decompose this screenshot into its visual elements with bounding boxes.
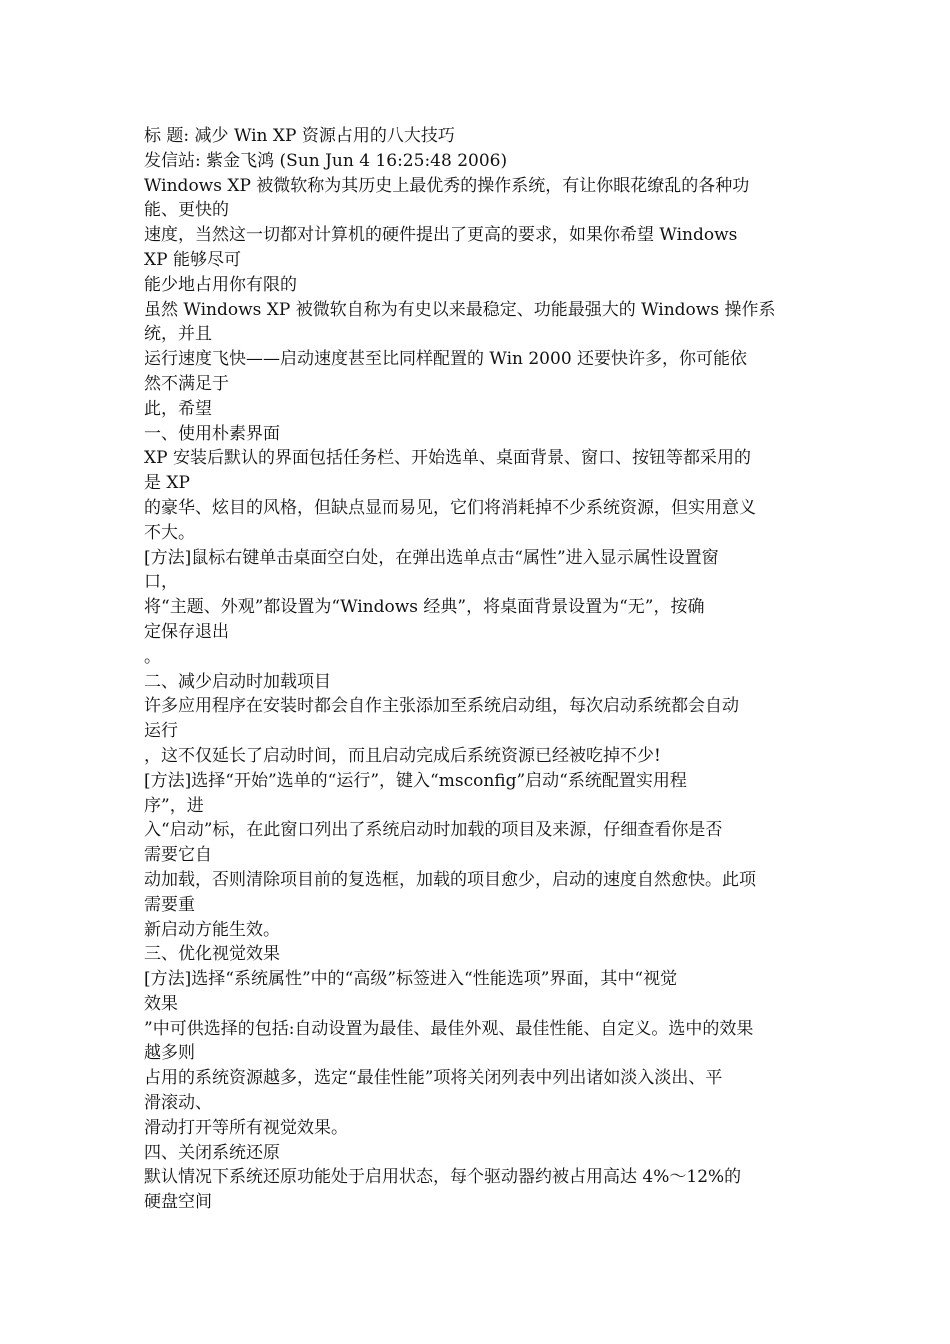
- text-line: 占用的系统资源越多，选定“最佳性能”项将关闭列表中列出诸如淡入淡出、平: [144, 1068, 723, 1089]
- text-line: 动加载，否则清除项目前的复选框，加载的项目愈少，启动的速度自然愈快。此项: [144, 869, 756, 890]
- text-line: 入“启动”标，在此窗口列出了系统启动时加载的项目及来源，仔细查看你是否: [144, 820, 723, 841]
- text-line: 滑滚动、: [144, 1093, 212, 1114]
- text-line: XP 安装后默认的界面包括任务栏、开始选单、桌面背景、窗口、按钮等都采用的: [144, 448, 751, 469]
- text-line: 效果: [144, 993, 178, 1014]
- text-line: 运行速度飞快——启动速度甚至比同样配置的 Win 2000 还要快许多，你可能依: [144, 349, 748, 370]
- section-heading: 四、关闭系统还原: [144, 1142, 280, 1163]
- text-line: XP 能够尽可: [144, 249, 241, 270]
- text-line: 是 XP: [144, 473, 190, 494]
- text-line: 速度，当然这一切都对计算机的硬件提出了更高的要求，如果你希望 Windows: [144, 225, 738, 246]
- title-line: 标 题: 减少 Win XP 资源占用的八大技巧: [144, 126, 455, 146]
- text-line: 许多应用程序在安装时都会自作主张添加至系统启动组，每次启动系统都会自动: [144, 696, 739, 717]
- text-line: 能、更快的: [144, 200, 229, 221]
- text-line: 越多则: [144, 1043, 195, 1064]
- text-line: 序”，进: [144, 795, 204, 816]
- text-line: ”中可供选择的包括:自动设置为最佳、最佳外观、最佳性能、自定义。选中的效果: [144, 1018, 754, 1039]
- text-line: 此，希望: [144, 398, 212, 419]
- section-heading: 一、使用朴素界面: [144, 423, 280, 444]
- text-line: 的豪华、炫目的风格，但缺点显而易见，它们将消耗掉不少系统资源，但实用意义: [144, 497, 756, 518]
- section-heading: 二、减少启动时加载项目: [144, 671, 331, 692]
- text-line: 统，并且: [144, 324, 212, 345]
- text-line: 将“主题、外观”都设置为“Windows 经典”，将桌面背景设置为“无”，按确: [144, 597, 705, 618]
- text-line: [方法]选择“开始”选单的“运行”，键入“msconfig”启动“系统配置实用程: [144, 770, 687, 791]
- text-line: 定保存退出: [144, 621, 229, 642]
- text-line: [方法]选择“系统属性”中的“高级”标签进入“性能选项”界面，其中“视觉: [144, 969, 678, 990]
- document-body: [144, 124, 810, 1215]
- text-line: 口，: [144, 572, 178, 593]
- text-line: 虽然 Windows XP 被微软自称为有史以来最稳定、功能最强大的 Windows 操作系: [144, 299, 776, 320]
- text-line: 默认情况下系统还原功能处于启用状态，每个驱动器约被占用高达 4%～12%的: [144, 1167, 742, 1188]
- text-line: [方法]鼠标右键单击桌面空白处，在弹出选单点击“属性”进入显示属性设置窗: [144, 547, 719, 568]
- text-line: 能少地占用你有限的: [144, 274, 297, 295]
- text-line: 不大。: [144, 522, 195, 543]
- section-heading: 三、优化视觉效果: [144, 944, 280, 965]
- text-line: 新启动方能生效。: [144, 919, 280, 940]
- text-line: 运行: [144, 721, 178, 742]
- text-line: 硬盘空间: [144, 1192, 212, 1213]
- source-line: 发信站: 紫金飞鸿 (Sun Jun 4 16:25:48 2006): [144, 150, 508, 171]
- text-line: ，这不仅延长了启动时间，而且启动完成后系统资源已经被吃掉不少!: [144, 745, 661, 766]
- text-line: 。: [144, 646, 161, 667]
- text-line: 需要重: [144, 894, 195, 915]
- text-line: 然不满足于: [144, 373, 229, 394]
- text-line: Windows XP 被微软称为其历史上最优秀的操作系统，有让你眼花缭乱的各种功: [144, 175, 750, 196]
- text-line: 滑动打开等所有视觉效果。: [144, 1117, 348, 1138]
- text-line: 需要它自: [144, 845, 212, 866]
